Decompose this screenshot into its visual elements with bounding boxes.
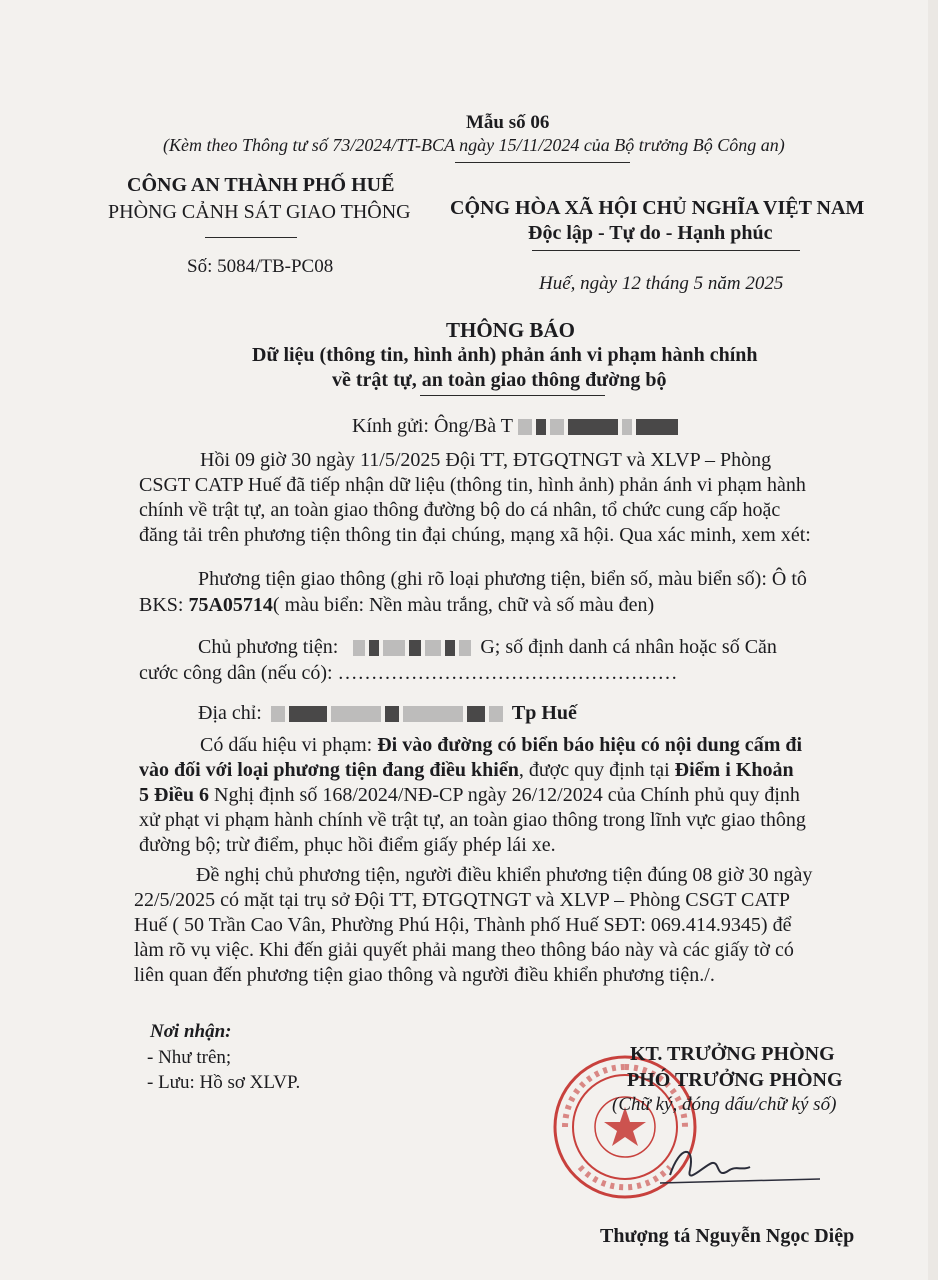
redacted-address [467, 706, 485, 722]
signer-title-2: PHÓ TRƯỞNG PHÒNG [627, 1069, 843, 1091]
request-line-5: liên quan đến phương tiện giao thông và người điều khiển phương tiện./. [134, 964, 715, 986]
agency-department: PHÒNG CẢNH SÁT GIAO THÔNG [108, 201, 411, 223]
violation-text: , được quy định tại [518, 759, 675, 781]
vehicle-line-1: Phương tiện giao thông (ghi rõ loại phương tiện, biển số, màu biển số): Ô tô [198, 568, 807, 590]
redacted-name [518, 419, 532, 435]
plate-description: ( màu biển: Nền màu trắng, chữ và số màu đen) [272, 594, 655, 616]
redacted-name [550, 419, 564, 435]
violation-line-1 [200, 734, 802, 757]
document-number: Số: 5084/TB-PC08 [187, 256, 334, 277]
agency-underline [205, 237, 297, 238]
subtitle-underline [420, 395, 605, 396]
notice-title: THÔNG BÁO [446, 318, 575, 342]
handwritten-signature [650, 1135, 830, 1195]
document-date: Huế, ngày 12 tháng 5 năm 2025 [539, 273, 784, 294]
redacted-address [289, 706, 327, 722]
redacted-address [385, 706, 399, 722]
legal-reference: Điểm i Khoản [674, 759, 794, 781]
violation-line-4: xử phạt vi phạm hành chính về trật tự, an toàn giao thông trong lĩnh vực giao thông [139, 809, 806, 831]
owner-id-label: G; số định danh cá nhân hoặc số Căn [480, 636, 777, 658]
notice-subtitle-line2: về trật tự, an toàn giao thông đường bộ [332, 369, 667, 391]
nation-name: CỘNG HÒA XÃ HỘI CHỦ NGHĨA VIỆT NAM [450, 197, 865, 219]
paragraph-1-line-3: chính về trật tự, an toàn giao thông đường bộ do cá nhân, tổ chức cung cấp hoặc [139, 499, 781, 521]
request-line-4: làm rõ vụ việc. Khi đến giải quyết phải mang theo thông báo này và các giấy tờ có [134, 939, 794, 961]
redacted-address [271, 706, 285, 722]
receiver-item-1: - Như trên; [147, 1047, 232, 1068]
redacted-address [331, 706, 381, 722]
paragraph-1-line-1: Hồi 09 giờ 30 ngày 11/5/2025 Đội TT, ĐTGQTNGT và XLVP – Phòng [200, 449, 772, 471]
violation-prefix: Có dấu hiệu vi phạm: [200, 734, 378, 756]
owner-line-2: cước công dân (nếu có): …………………………………………… [139, 662, 678, 684]
bks-label: BKS: [139, 594, 189, 616]
violation-line-2 [139, 759, 794, 782]
request-line-2: 22/5/2025 có mặt tại trụ sở Đội TT, ĐTGQTNGT và XLVP – Phòng CSGT CATP [134, 889, 790, 911]
violation-line-3 [139, 784, 800, 807]
page-edge [928, 0, 938, 1280]
redacted-owner [459, 640, 471, 656]
redacted-name [622, 419, 632, 435]
address-line [198, 702, 577, 725]
form-number: Mẫu số 06 [466, 112, 550, 133]
redacted-name [568, 419, 618, 435]
violation-text: vào đối với loại phương tiện đang điều khiển [139, 759, 519, 781]
vehicle-line-2 [139, 594, 654, 617]
signer-name: Thượng tá Nguyễn Ngọc Diệp [600, 1225, 855, 1247]
redacted-owner [445, 640, 455, 656]
address-city: Tp Huế [511, 702, 577, 724]
recipient-label: Kính gửi: Ông/Bà T [352, 415, 513, 437]
redacted-owner [425, 640, 441, 656]
redacted-owner [409, 640, 421, 656]
redacted-address [403, 706, 463, 722]
redacted-name [636, 419, 678, 435]
owner-label: Chủ phương tiện: [198, 636, 339, 658]
receivers-label: Nơi nhận: [150, 1021, 232, 1042]
signer-title-1: KT. TRƯỞNG PHÒNG [630, 1043, 835, 1065]
request-line-3: Huế ( 50 Trần Cao Vân, Phường Phú Hội, Thành phố Huế SĐT: 069.414.9345) để [134, 914, 792, 936]
agency-name: CÔNG AN THÀNH PHỐ HUẾ [127, 174, 395, 196]
nation-motto: Độc lập - Tự do - Hạnh phúc [528, 222, 773, 244]
motto-underline [532, 250, 800, 251]
violation-line-5: đường bộ; trừ điểm, phục hồi điểm giấy phép lái xe. [139, 834, 556, 856]
redacted-owner [353, 640, 365, 656]
recipient-line [352, 415, 682, 438]
violation-text: Nghị định số 168/2024/NĐ-CP ngày 26/12/2024 của Chính phủ quy định [209, 784, 800, 806]
form-underline [455, 162, 630, 163]
receiver-item-2: - Lưu: Hồ sơ XLVP. [147, 1072, 301, 1093]
redacted-owner [369, 640, 379, 656]
paragraph-1-line-4: đăng tải trên phương tiện thông tin đại chúng, mạng xã hội. Qua xác minh, xem xét: [139, 524, 811, 546]
paragraph-1-line-2: CSGT CATP Huế đã tiếp nhận dữ liệu (thông tin, hình ảnh) phản ánh vi phạm hành [139, 474, 806, 496]
redacted-address [489, 706, 503, 722]
violation-text: Đi vào đường có biển báo hiệu có nội dung cấm đi [377, 734, 803, 756]
request-line-1: Đề nghị chủ phương tiện, người điều khiển phương tiện đúng 08 giờ 30 ngày [196, 864, 813, 886]
owner-line-1 [198, 636, 777, 659]
license-plate: 75A05714 [188, 594, 273, 616]
redacted-owner [383, 640, 405, 656]
notice-subtitle-line1: Dữ liệu (thông tin, hình ảnh) phản ánh vi phạm hành chính [252, 344, 758, 366]
signature-note: (Chữ ký, đóng dấu/chữ ký số) [612, 1094, 837, 1115]
legal-reference: 5 Điều 6 [139, 784, 209, 806]
address-label: Địa chỉ: [198, 702, 262, 724]
form-attachment-note: (Kèm theo Thông tư số 73/2024/TT-BCA ngày 15/11/2024 của Bộ trưởng Bộ Công an) [163, 135, 785, 155]
redacted-name [536, 419, 546, 435]
